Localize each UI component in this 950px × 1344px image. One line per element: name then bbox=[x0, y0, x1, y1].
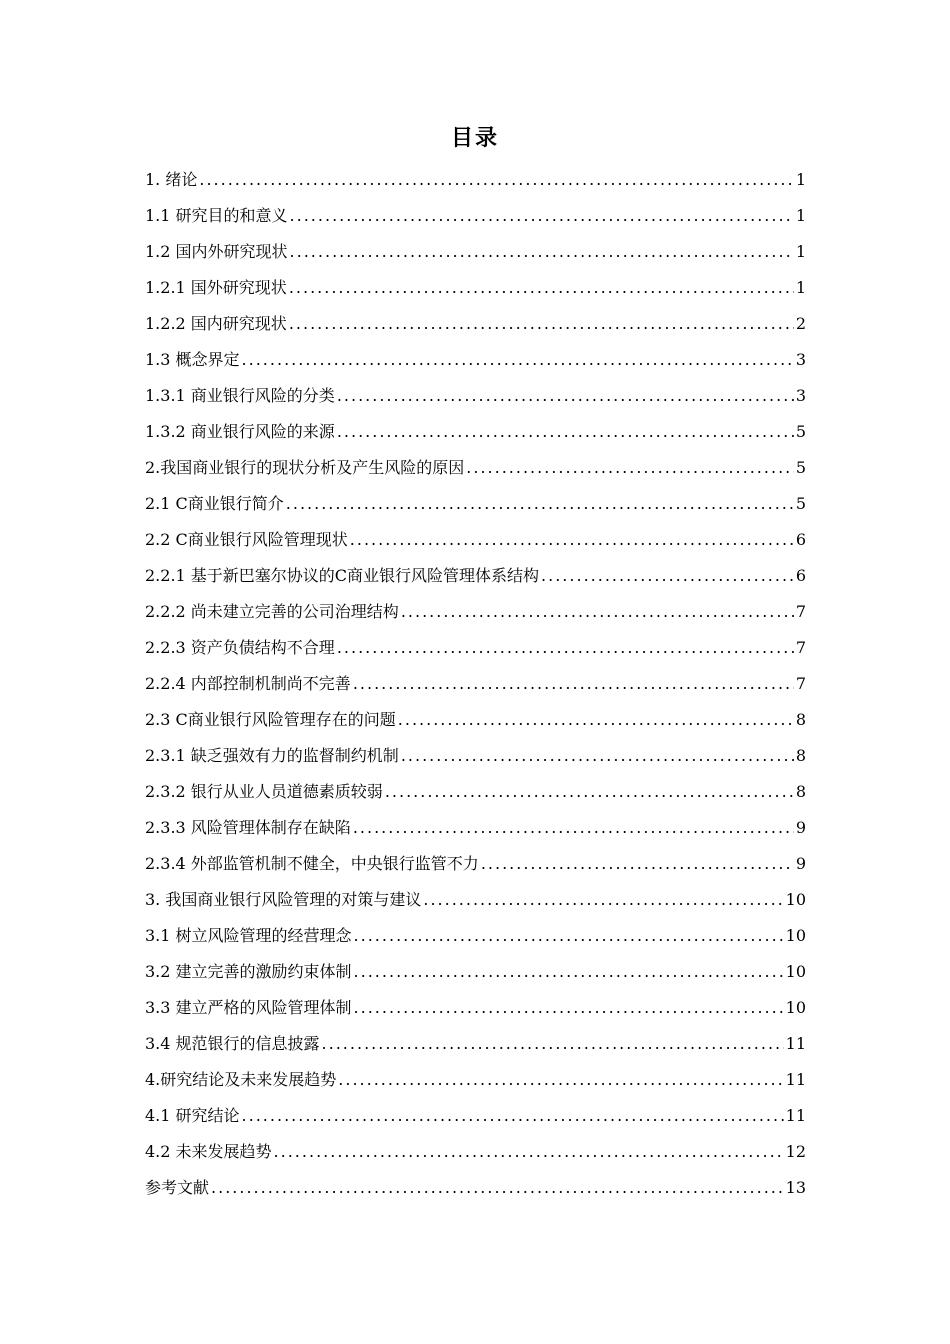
toc-leader-dots bbox=[354, 994, 784, 1022]
toc-title: 目录 bbox=[450, 126, 499, 151]
toc-leader-dots bbox=[423, 886, 783, 914]
toc-entry[interactable] bbox=[145, 382, 806, 418]
toc-entry[interactable] bbox=[145, 1030, 806, 1066]
toc-entry[interactable] bbox=[145, 814, 806, 850]
toc-page-number: 3 bbox=[795, 386, 806, 405]
toc-entry[interactable] bbox=[145, 490, 806, 526]
toc-page-number: 10 bbox=[785, 998, 806, 1017]
toc-page-number: 12 bbox=[785, 1142, 806, 1161]
toc-leader-dots bbox=[541, 562, 794, 590]
toc-entry-label: 1.3.2 商业银行风险的来源 bbox=[145, 422, 335, 441]
toc-leader-dots bbox=[385, 778, 794, 806]
toc-leader-dots bbox=[466, 454, 794, 482]
toc-leader-dots bbox=[211, 1174, 784, 1202]
toc-entry-label: 3.1 树立风险管理的经营理念 bbox=[145, 926, 352, 945]
toc-entry-label: 2.3.3 风险管理体制存在缺陷 bbox=[145, 818, 351, 837]
toc-entry-label: 1.2.1 国外研究现状 bbox=[145, 278, 287, 297]
toc-page-number: 9 bbox=[795, 854, 806, 873]
toc-entry-label: 2.我国商业银行的现状分析及产生风险的原因 bbox=[145, 458, 465, 477]
toc-page-number: 10 bbox=[785, 962, 806, 981]
toc-entry[interactable] bbox=[145, 958, 806, 994]
toc-leader-dots bbox=[322, 1030, 784, 1058]
toc-entry-label: 3.2 建立完善的激励约束体制 bbox=[145, 962, 352, 981]
toc-leader-dots bbox=[337, 634, 794, 662]
toc-leader-dots bbox=[337, 418, 794, 446]
toc-page-number: 2 bbox=[795, 314, 806, 333]
toc-entry-label: 1.1 研究目的和意义 bbox=[145, 206, 288, 225]
toc-page-number: 13 bbox=[785, 1178, 806, 1197]
toc-entry[interactable] bbox=[145, 886, 806, 922]
toc-entry[interactable] bbox=[145, 346, 806, 382]
toc-entry-label: 2.3.1 缺乏强效有力的监督制约机制 bbox=[145, 746, 399, 765]
toc-entry[interactable] bbox=[145, 994, 806, 1030]
toc-entry-label: 2.1 C商业银行简介 bbox=[145, 494, 284, 513]
toc-entry[interactable] bbox=[145, 418, 806, 454]
toc-entry-label: 2.3.2 银行从业人员道德素质较弱 bbox=[145, 782, 383, 801]
toc-entry[interactable] bbox=[145, 1138, 806, 1174]
toc-entry[interactable] bbox=[145, 742, 806, 778]
toc-leader-dots bbox=[481, 850, 794, 878]
toc-leader-dots bbox=[337, 382, 794, 410]
toc-entry[interactable] bbox=[145, 454, 806, 490]
toc-page-number: 7 bbox=[795, 602, 806, 621]
toc-leader-dots bbox=[354, 922, 784, 950]
toc-page-number: 10 bbox=[785, 926, 806, 945]
toc-entry-label: 4.1 研究结论 bbox=[145, 1106, 240, 1125]
toc-entry-label: 1.2.2 国内研究现状 bbox=[145, 314, 287, 333]
toc-page-number: 9 bbox=[795, 818, 806, 837]
toc-page-number: 6 bbox=[795, 566, 806, 585]
toc-entry-label: 2.2.4 内部控制机制尚不完善 bbox=[145, 674, 351, 693]
toc-page-number: 7 bbox=[795, 674, 806, 693]
toc-entry[interactable] bbox=[145, 526, 806, 562]
toc-page-number: 5 bbox=[795, 494, 806, 513]
toc-entry-label: 3.4 规范银行的信息披露 bbox=[145, 1034, 320, 1053]
toc-entry[interactable] bbox=[145, 310, 806, 346]
toc-entry-label: 2.3 C商业银行风险管理存在的问题 bbox=[145, 710, 396, 729]
toc-entry-label: 1.2 国内外研究现状 bbox=[145, 242, 288, 261]
toc-leader-dots bbox=[199, 166, 793, 194]
toc-page-number: 11 bbox=[785, 1070, 806, 1089]
toc-entry[interactable] bbox=[145, 922, 806, 958]
toc-page-number: 1 bbox=[795, 170, 806, 189]
toc-entry-label: 2.2.1 基于新巴塞尔协议的C商业银行风险管理体系结构 bbox=[145, 566, 540, 585]
toc-leader-dots bbox=[290, 238, 794, 266]
toc-page-number: 1 bbox=[795, 242, 806, 261]
toc-entry-label: 4.研究结论及未来发展趋势 bbox=[145, 1070, 337, 1089]
toc-page-number: 7 bbox=[795, 638, 806, 657]
toc-entry-label: 参考文献 bbox=[145, 1178, 210, 1197]
toc-leader-dots bbox=[353, 670, 794, 698]
toc-leader-dots bbox=[289, 274, 794, 302]
toc-leader-dots bbox=[289, 310, 794, 338]
toc-page-number: 8 bbox=[795, 746, 806, 765]
toc-leader-dots bbox=[338, 1066, 783, 1094]
toc-entry-label: 2.3.4 外部监管机制不健全，中央银行监管不力 bbox=[145, 854, 479, 873]
toc-page-number: 11 bbox=[785, 1106, 806, 1125]
toc-entry[interactable] bbox=[145, 598, 806, 634]
toc-leader-dots bbox=[354, 958, 784, 986]
toc-entry[interactable] bbox=[145, 274, 806, 310]
toc-entry[interactable] bbox=[145, 202, 806, 238]
toc-entry[interactable] bbox=[145, 1174, 806, 1210]
toc-entry-label: 1.3 概念界定 bbox=[145, 350, 240, 369]
toc-leader-dots bbox=[401, 742, 794, 770]
toc-leader-dots bbox=[398, 706, 794, 734]
toc-entry[interactable] bbox=[145, 166, 806, 202]
toc-leader-dots bbox=[350, 526, 794, 554]
toc-entry-label: 2.2.3 资产负债结构不合理 bbox=[145, 638, 335, 657]
toc-entry-label: 3. 我国商业银行风险管理的对策与建议 bbox=[145, 890, 422, 909]
toc-page-number: 5 bbox=[795, 458, 806, 477]
toc-entry[interactable] bbox=[145, 1102, 806, 1138]
toc-entry-label: 1. 绪论 bbox=[145, 170, 198, 189]
toc-entry[interactable] bbox=[145, 634, 806, 670]
toc-entry-label: 2.2.2 尚未建立完善的公司治理结构 bbox=[145, 602, 399, 621]
toc-page-number: 8 bbox=[795, 710, 806, 729]
toc-entry-label: 4.2 未来发展趋势 bbox=[145, 1142, 272, 1161]
toc-entry[interactable] bbox=[145, 670, 806, 706]
toc-entry[interactable] bbox=[145, 706, 806, 742]
toc-entry-label: 2.2 C商业银行风险管理现状 bbox=[145, 530, 348, 549]
toc-page-number: 1 bbox=[795, 278, 806, 297]
toc-page-number: 3 bbox=[795, 350, 806, 369]
toc-page-number: 5 bbox=[795, 422, 806, 441]
toc-page-number: 6 bbox=[795, 530, 806, 549]
toc-leader-dots bbox=[290, 202, 794, 230]
toc-page-number: 1 bbox=[795, 206, 806, 225]
toc-entry[interactable] bbox=[145, 778, 806, 814]
toc-list bbox=[145, 166, 806, 1210]
toc-page-number: 10 bbox=[785, 890, 806, 909]
toc-entry[interactable] bbox=[145, 562, 806, 598]
toc-leader-dots bbox=[401, 598, 794, 626]
toc-entry[interactable] bbox=[145, 850, 806, 886]
toc-page-number: 8 bbox=[795, 782, 806, 801]
toc-entry-label: 1.3.1 商业银行风险的分类 bbox=[145, 386, 335, 405]
toc-entry-label: 3.3 建立严格的风险管理体制 bbox=[145, 998, 352, 1017]
toc-leader-dots bbox=[274, 1138, 784, 1166]
toc-leader-dots bbox=[353, 814, 794, 842]
toc-leader-dots bbox=[242, 346, 794, 374]
toc-leader-dots bbox=[286, 490, 794, 518]
toc-entry[interactable] bbox=[145, 238, 806, 274]
toc-entry[interactable] bbox=[145, 1066, 806, 1102]
toc-leader-dots bbox=[242, 1102, 784, 1130]
toc-page-number: 11 bbox=[785, 1034, 806, 1053]
